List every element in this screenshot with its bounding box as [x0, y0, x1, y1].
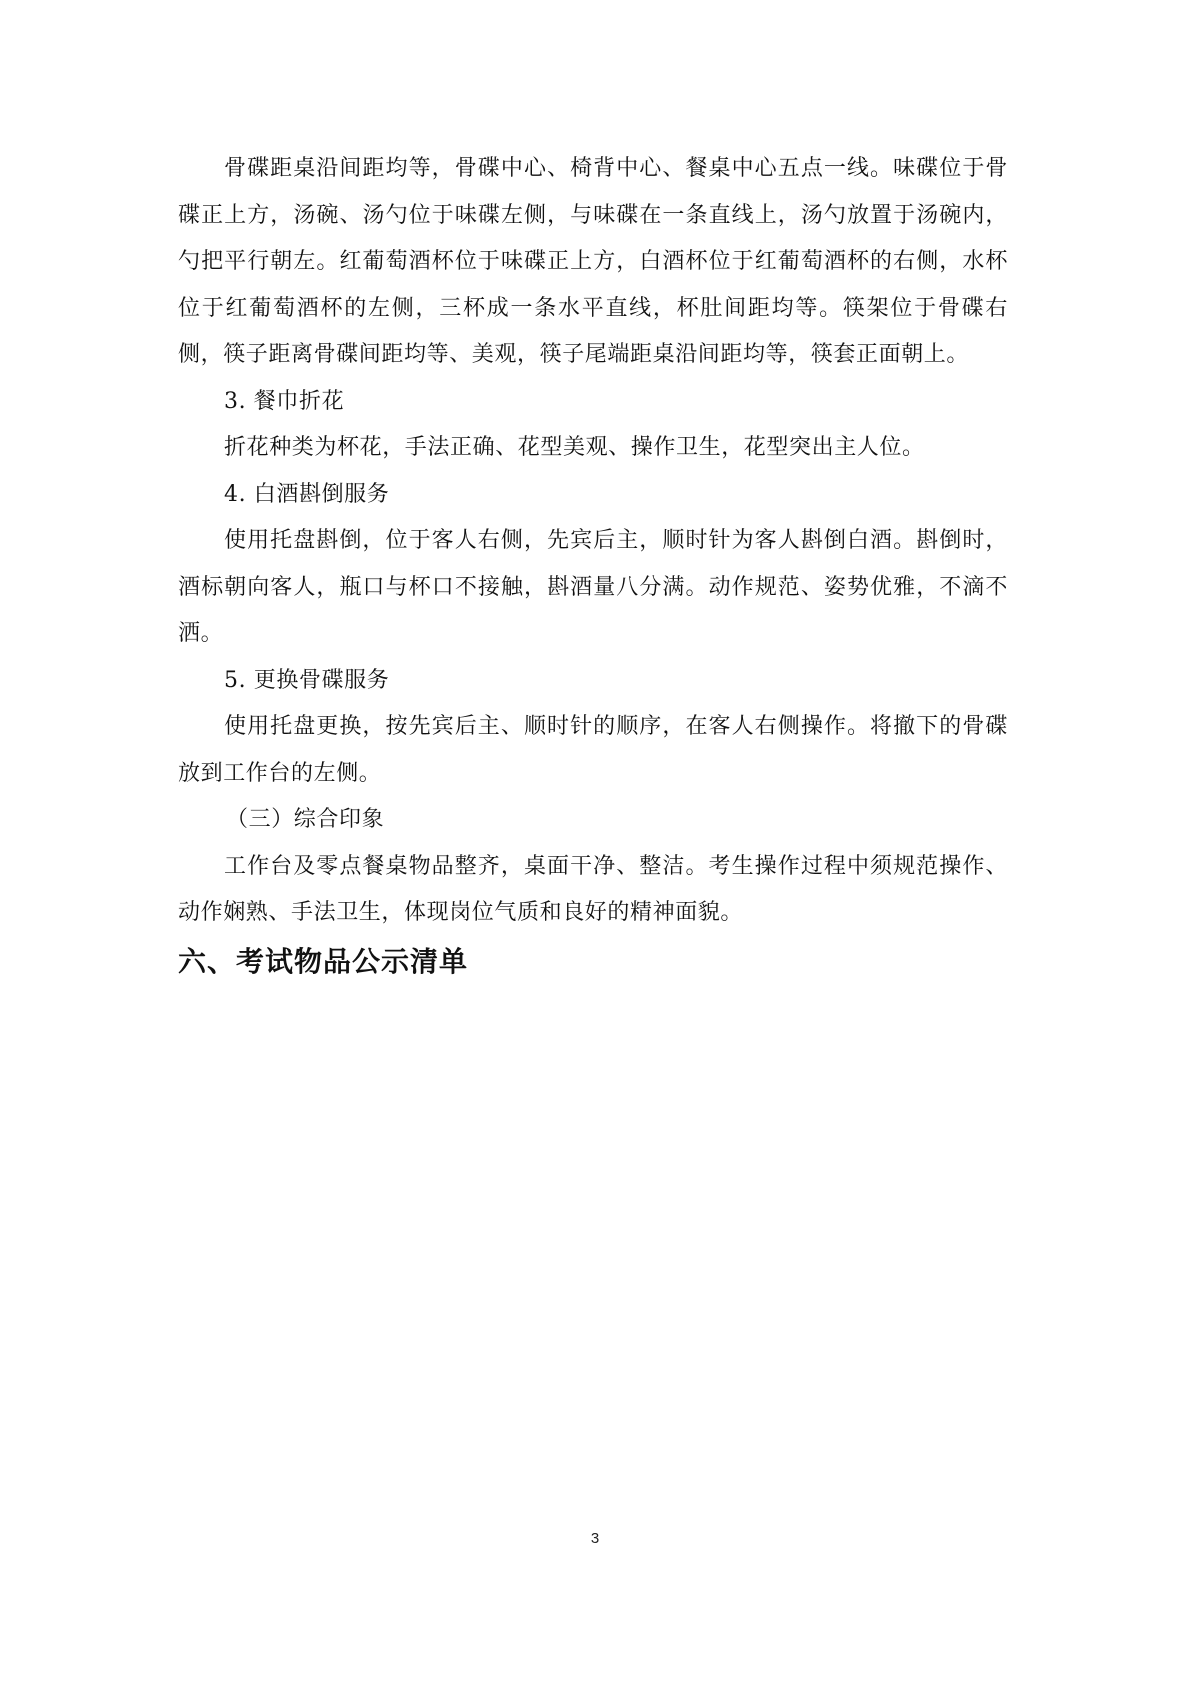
item-5-body: 使用托盘更换，按先宾后主、顺时针的顺序，在客人右侧操作。将撤下的骨碟放到工作台的左侧。 [178, 714, 1008, 786]
page-number: 3 [590, 1530, 600, 1547]
item-5-heading: 5. 更换骨碟服务 [224, 667, 390, 693]
item-4-heading: 4. 白酒斟倒服务 [224, 481, 390, 507]
paragraph-place-setting: 骨碟距桌沿间距均等，骨碟中心、椅背中心、餐桌中心五点一线。味碟位于骨碟正上方，汤碗、汤勺位于味碟左侧，与味碟在一条直线上，汤勺放置于汤碗内，勺把平行朝左。红葡萄酒杯位于味碟正上方，白酒杯位于红葡萄酒杯的右侧，水杯位于红葡萄酒杯的左侧，三杯成一条水平直线，杯肚间距均等。筷架位于骨碟右侧，筷子距离骨碟间距均等、美观，筷子尾端距桌沿间距均等，筷套正面朝上。 [178, 156, 1008, 367]
item-4-body: 使用托盘斟倒，位于客人右侧，先宾后主，顺时针为客人斟倒白酒。斟倒时，酒标朝向客人，瓶口与杯口不接触，斟酒量八分满。动作规范、姿势优雅，不滴不洒。 [178, 528, 1008, 646]
item-3-body: 折花种类为杯花，手法正确、花型美观、操作卫生，花型突出主人位。 [224, 435, 925, 460]
page-content [178, 146, 1008, 985]
section-6-title: 六、考试物品公示清单 [178, 944, 469, 978]
item-3-heading: 3. 餐巾折花 [224, 388, 345, 414]
part-3-body: 工作台及零点餐桌物品整齐，桌面干净、整洁。考生操作过程中须规范操作、动作娴熟、手法卫生，体现岗位气质和良好的精神面貌。 [178, 853, 1008, 925]
part-3-heading: （三）综合印象 [226, 807, 385, 832]
